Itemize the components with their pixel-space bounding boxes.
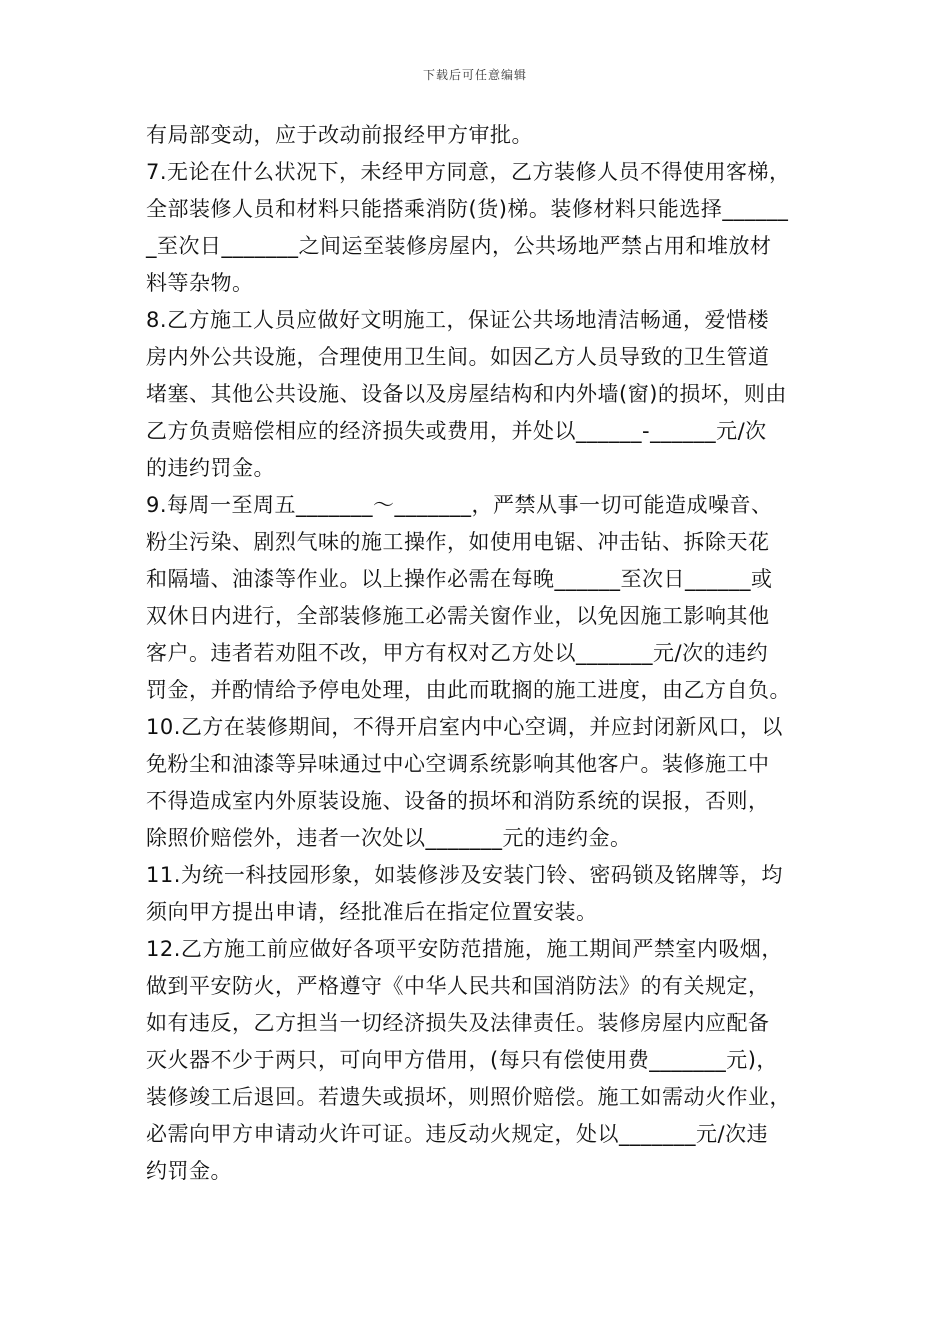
text-line: 不得造成室内外原装设施、设备的损坏和消防系统的误报，否则， bbox=[146, 789, 770, 813]
text-line: 须向甲方提出申请，经批准后在指定位置安装。 bbox=[146, 900, 598, 924]
text-line: 全部装修人员和材料只能搭乘消防(货)梯。装修材料只能选择______ bbox=[146, 197, 789, 221]
text-line: 双休日内进行，全部装修施工必需关窗作业，以免因施工影响其他 bbox=[146, 604, 770, 628]
clause-7-line: 7.无论在什么状况下，未经甲方同意，乙方装修人员不得使用客梯， bbox=[146, 160, 791, 184]
text-line: 料等杂物。 bbox=[146, 271, 254, 295]
text-line: 必需向甲方申请动火许可证。违反动火规定，处以_______元/次违 bbox=[146, 1122, 769, 1146]
text-line: 做到平安防火，严格遵守《中华人民共和国消防法》的有关规定， bbox=[146, 974, 770, 998]
text-line: 灭火器不少于两只，可向甲方借用，(每只有偿使用费_______元)， bbox=[146, 1048, 778, 1072]
text-line: 和隔墙、油漆等作业。以上操作必需在每晚______至次日______或 bbox=[146, 567, 773, 591]
text-line: 有局部变动，应于改动前报经甲方审批。 bbox=[146, 123, 533, 147]
text-line: 约罚金。 bbox=[146, 1159, 232, 1183]
text-line: 免粉尘和油漆等异味通过中心空调系统影响其他客户。装修施工中 bbox=[146, 752, 770, 776]
clause-8-line: 8.乙方施工人员应做好文明施工，保证公共场地清洁畅通，爱惜楼 bbox=[146, 308, 770, 332]
text-line: 粉尘污染、剧烈气味的施工操作，如使用电锯、冲击钻、拆除天花 bbox=[146, 530, 770, 554]
text-line: 堵塞、其他公共设施、设备以及房屋结构和内外墙(窗)的损坏，则由 bbox=[146, 382, 787, 406]
text-line: _至次日_______之间运至装修房屋内，公共场地严禁占用和堆放材 bbox=[146, 234, 772, 258]
text-line: 装修竣工后退回。若遗失或损坏，则照价赔偿。施工如需动火作业， bbox=[146, 1085, 791, 1109]
text-line: 乙方负责赔偿相应的经济损失或费用，并处以______-______元/次 bbox=[146, 419, 767, 443]
text-line: 除照价赔偿外，违者一次处以_______元的违约金。 bbox=[146, 826, 632, 850]
text-line: 的违约罚金。 bbox=[146, 456, 275, 480]
contract-body bbox=[146, 117, 822, 1190]
page-header-note: 下载后可任意编辑 bbox=[422, 68, 527, 82]
clause-11-line: 11.为统一科技园形象，如装修涉及安装门铃、密码锁及铭牌等，均 bbox=[146, 863, 783, 887]
text-line: 房内外公共设施，合理使用卫生间。如因乙方人员导致的卫生管道 bbox=[146, 345, 770, 369]
text-line: 客户。违者若劝阻不改，甲方有权对乙方处以_______元/次的违约 bbox=[146, 641, 769, 665]
text-line: 如有违反，乙方担当一切经济损失及法律责任。装修房屋内应配备 bbox=[146, 1011, 770, 1035]
clause-12-line: 12.乙方施工前应做好各项平安防范措施，施工期间严禁室内吸烟， bbox=[146, 937, 783, 961]
text-line: 罚金，并酌情给予停电处理，由此而耽搁的施工进度，由乙方自负。 bbox=[146, 678, 791, 702]
clause-10-line: 10.乙方在装修期间，不得开启室内中心空调，并应封闭新风口，以 bbox=[146, 715, 783, 739]
clause-9-line: 9.每周一至周五_______～_______，严禁从事一切可能造成噪音、 bbox=[146, 493, 773, 517]
